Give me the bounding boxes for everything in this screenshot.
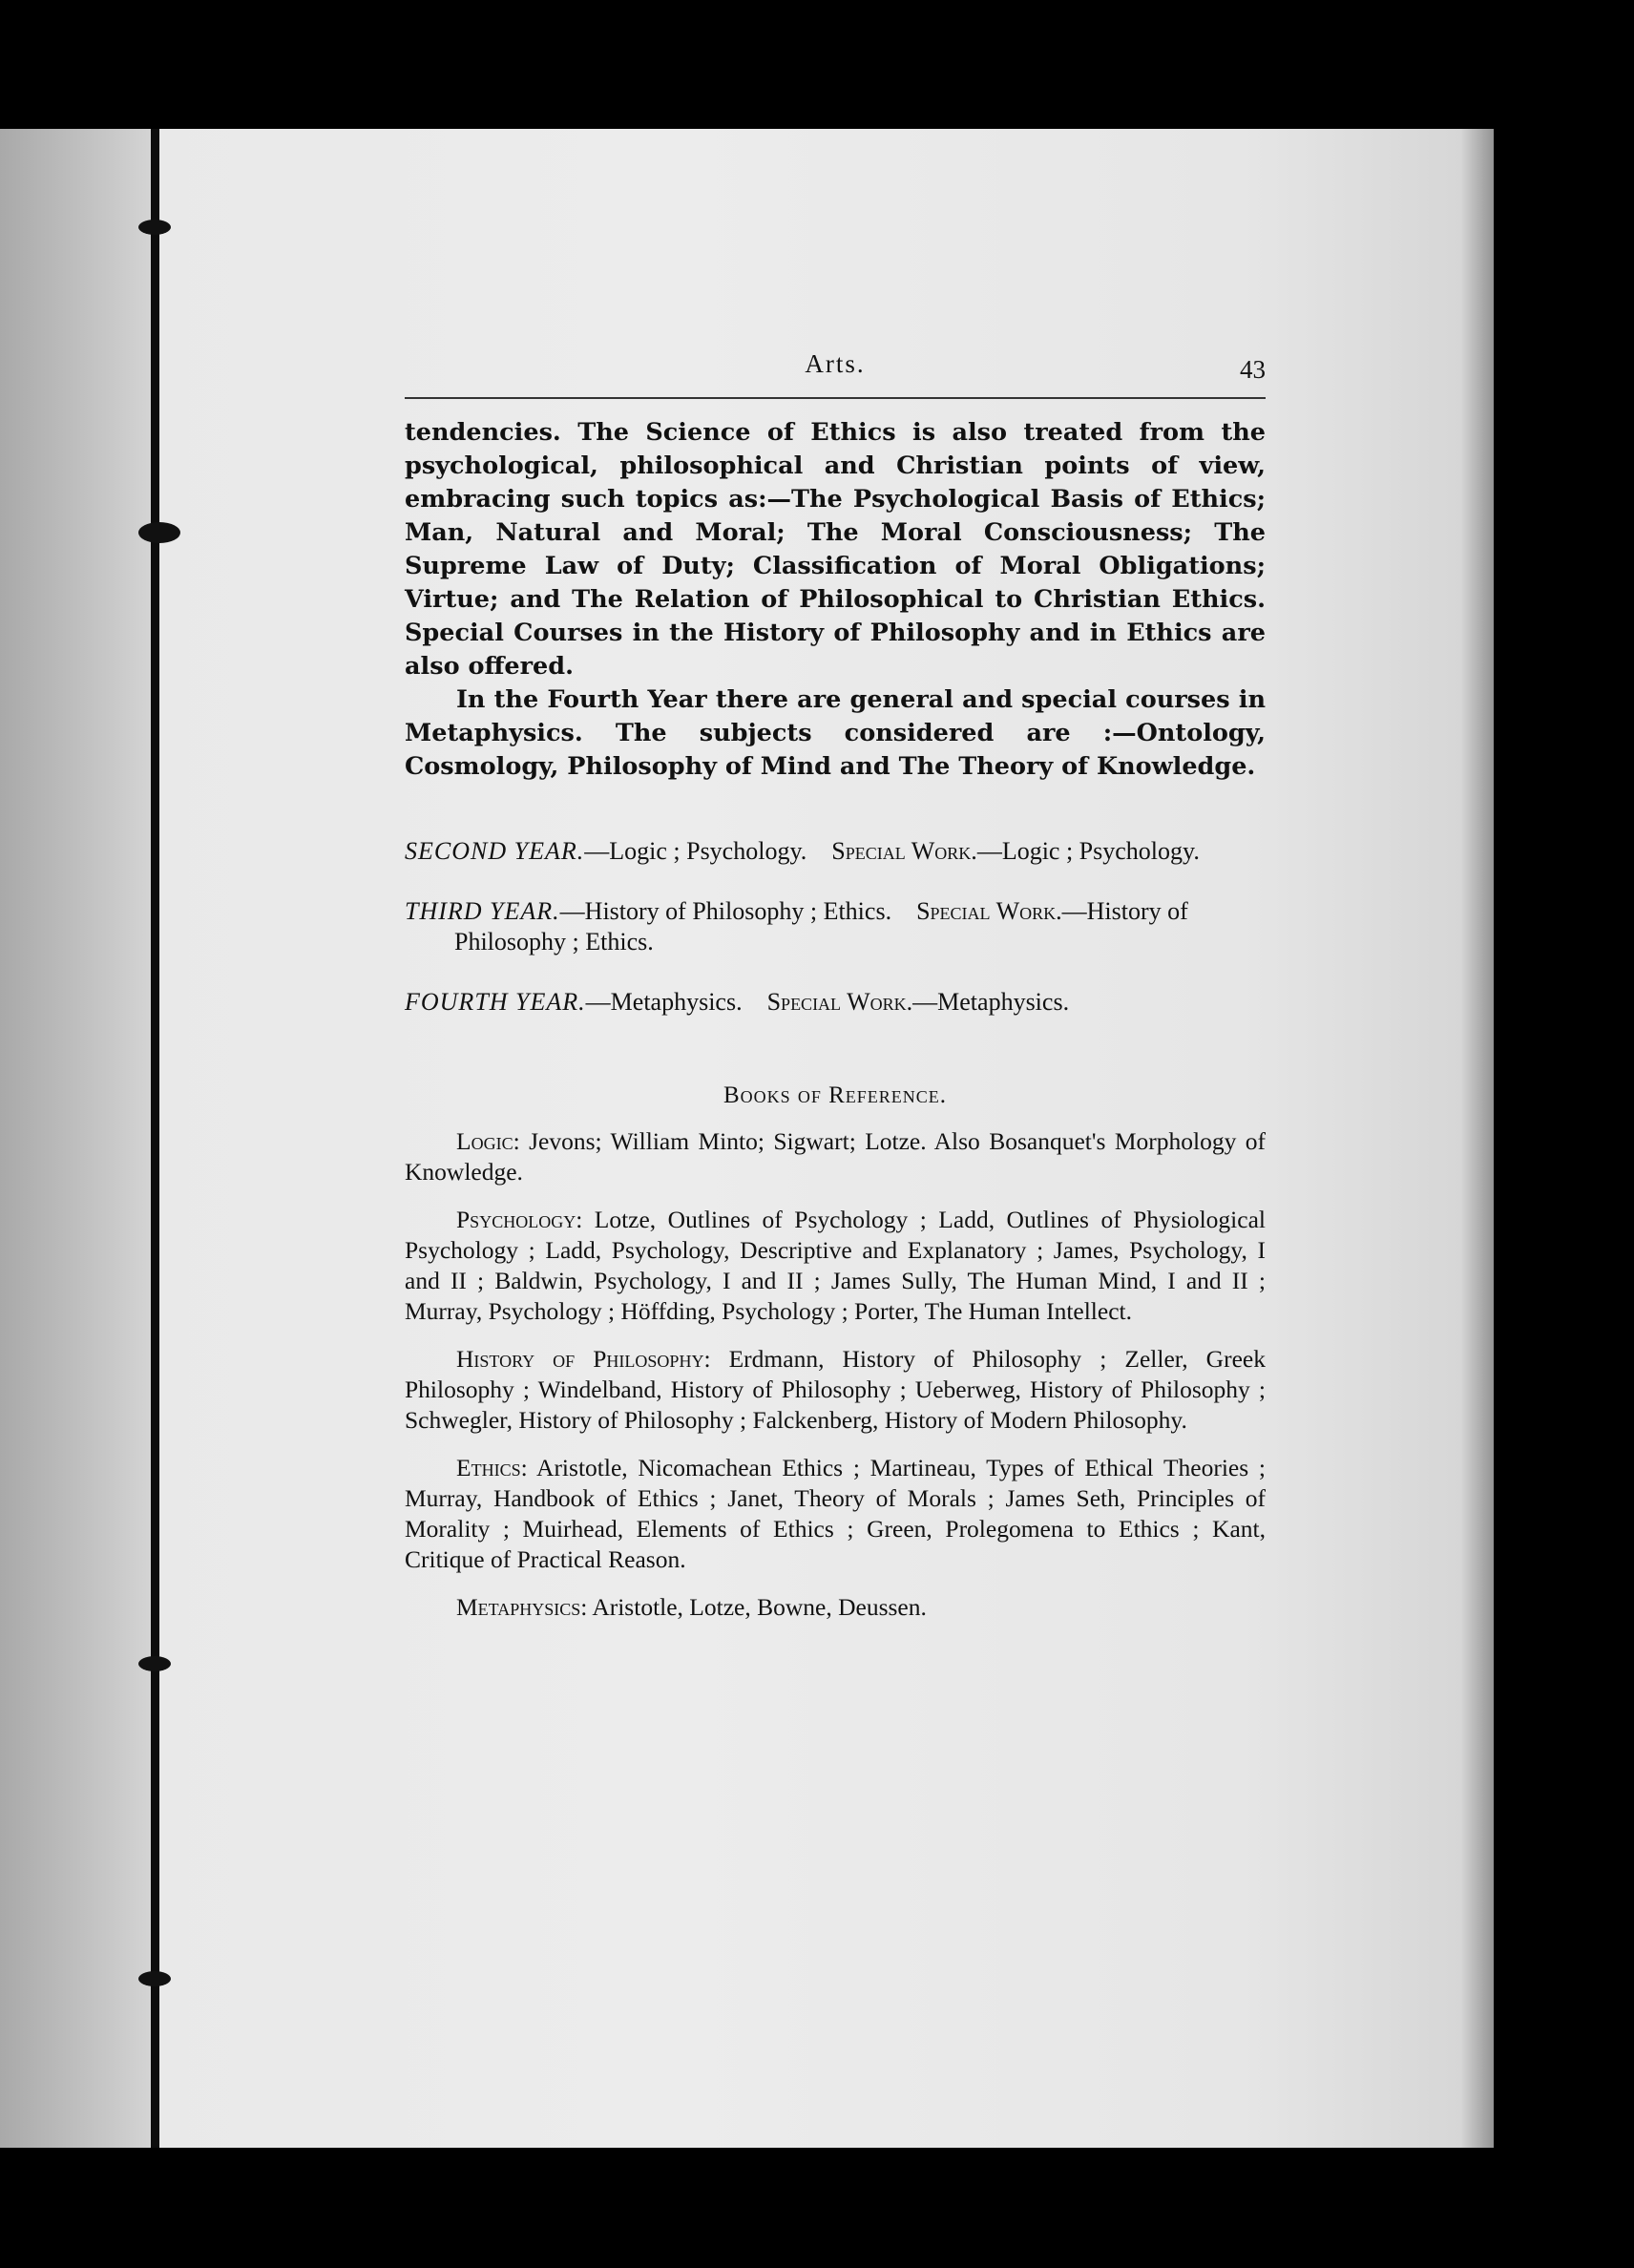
running-title: Arts. (805, 349, 866, 378)
course-entry-fourth-year (405, 987, 1266, 1018)
previous-page-edge (0, 129, 157, 2148)
general-courses: —Metaphysics. (585, 988, 743, 1016)
binding-knot (138, 522, 180, 543)
book-entry-metaphysics (405, 1592, 1266, 1623)
year-name: FOURTH YEAR. (405, 988, 586, 1016)
page-text-block (405, 344, 1266, 1640)
book-list-text: : Erdmann, History of Philosophy ; Zeller, Greek Philosophy ; Windelband, History of Philosophy ; Ueberweg, History of Philosophy ; Schwegler, History of Philosophy ; Falckenberg, History of Modern Philosophy. (405, 1345, 1266, 1434)
binding-knot (138, 220, 171, 235)
course-list (405, 836, 1266, 1018)
subject-name: History of Philosophy (456, 1345, 704, 1373)
page-edge-shadow (1460, 129, 1498, 2148)
binding-knot (138, 1656, 171, 1671)
header-rule (405, 397, 1266, 399)
binding-knot (138, 1971, 171, 1986)
year-name: THIRD YEAR. (405, 897, 560, 925)
general-courses: —Logic ; Psychology. (584, 837, 807, 865)
binding-thread (151, 129, 159, 2148)
book-entry-psychology (405, 1205, 1266, 1327)
book-list-text: : Aristotle, Lotze, Bowne, Deussen. (580, 1593, 927, 1621)
page-number: 43 (1240, 355, 1266, 384)
paragraph: In the Fourth Year there are general and special courses in Metaphysics. The subjects considered are :—Ontology, Cosmology, Philosophy of Mind and The Theory of Knowledge. (405, 685, 1266, 781)
book-entry-ethics (405, 1453, 1266, 1575)
book-entry-history-of-philosophy (405, 1344, 1266, 1436)
running-head (405, 344, 1266, 389)
book-list-text: : Jevons; William Minto; Sigwart; Lotze. Also Bosanquet's Morphology of Knowledge. (405, 1127, 1266, 1186)
special-work-label: Special Work. (831, 837, 977, 865)
subject-name: Ethics (456, 1454, 521, 1481)
special-courses: —History of Philosophy ; Ethics. (454, 897, 1188, 956)
special-work-label: Special Work. (916, 897, 1062, 925)
subject-name: Logic (456, 1127, 513, 1155)
books-list (405, 1126, 1266, 1623)
special-courses: —Logic ; Psychology. (976, 837, 1200, 865)
main-text (405, 416, 1266, 784)
special-work-label: Special Work. (766, 988, 913, 1016)
general-courses: —History of Philosophy ; Ethics. (559, 897, 892, 925)
books-heading: Books of Reference. (723, 1082, 948, 1108)
paragraph: tendencies. The Science of Ethics is also treated from the psychological, philosophical and Christian points of view, embracing such topics as:—The Psychological Basis of Ethics; Man, Natural and Moral; The Moral Consciousness; The Supreme Law of Duty; Classification of Moral Obligations; Virtue; and The Relation of Philosophical to Christian Ethics. Special Courses in the History of Philosophy and in Ethics are also offered. (405, 418, 1266, 681)
course-entry-second-year (405, 836, 1266, 867)
subject-name: Psychology (456, 1206, 576, 1233)
course-entry-third-year (405, 896, 1266, 957)
special-courses: —Metaphysics. (912, 988, 1070, 1016)
subject-name: Metaphysics (456, 1593, 581, 1621)
year-name: SECOND YEAR. (405, 837, 585, 865)
book-list-text: : Lotze, Outlines of Psychology ; Ladd, Outlines of Physiological Psychology ; Ladd, Psychology, Descriptive and Explanatory ; James, Psychology, I and II ; Baldwin, Psychology, I and II ; James Sully, The Human Mind, I and II ; Murray, Psychology ; Höffding, Psychology ; Porter, The Human Intellect. (405, 1206, 1266, 1325)
book-list-text: : Aristotle, Nicomachean Ethics ; Martineau, Types of Ethical Theories ; Murray, Handbook of Ethics ; Janet, Theory of Morals ; James Seth, Principles of Morality ; Muirhead, Elements of Ethics ; Green, Prolegomena to Ethics ; Kant, Critique of Practical Reason. (405, 1454, 1266, 1573)
book-entry-logic (405, 1126, 1266, 1187)
